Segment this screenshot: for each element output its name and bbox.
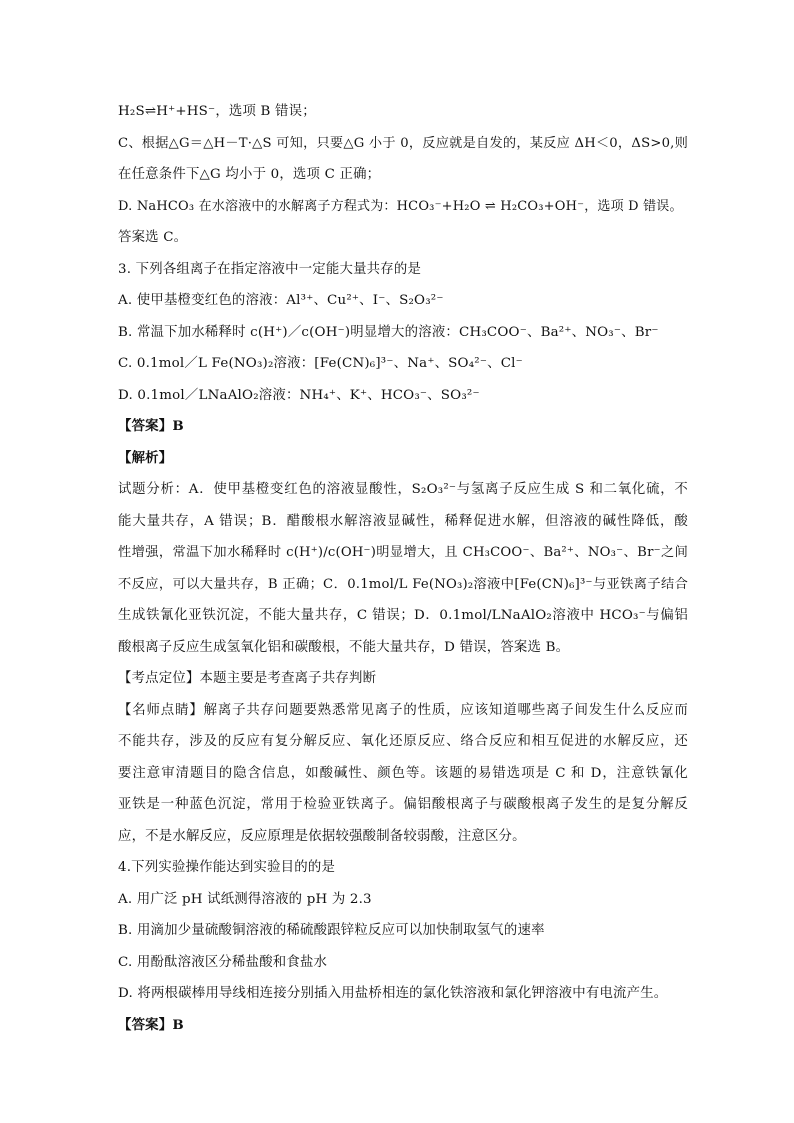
text-line: 应，不是水解反应，反应原理是依据较强酸制备较弱酸，注意区分。 <box>118 828 526 844</box>
question-heading: 3. 下列各组离子在指定溶液中一定能大量共存的是 <box>118 261 422 277</box>
text-line: 酸根离子反应生成氢氧化铝和碳酸根，不能大量共存，D 错误，答案选 B。 <box>118 639 570 655</box>
option-c: C. 用酚酞溶液区分稀盐酸和食盐水 <box>118 954 328 970</box>
knowledge-point: 【考点定位】本题主要是考查离子共存判断 <box>118 671 377 686</box>
text-line: 不能共存，涉及的反应有复分解反应、氧化还原反应、络合反应和相互促进的水解反应，还 <box>118 734 688 749</box>
option-b: B. 常温下加水稀释时 c(H⁺)／c(OH⁻)明显增大的溶液：CH₃COO⁻、Ba²⁺、NO₃⁻、Br⁻ <box>118 324 659 340</box>
question-heading: 4.下列实验操作能达到实验目的的是 <box>118 860 336 875</box>
text-line: 亚铁是一种蓝色沉淀，常用于检验亚铁离子。偏铝酸根离子与碳酸根离子发生的是复分解反 <box>118 797 688 812</box>
text-line: 性增强，常温下加水稀释时 c(H⁺)/c(OH⁻)明显增大，且 CH₃COO⁻、Ba²⁺、NO₃⁻、Br⁻之间 <box>118 545 688 560</box>
text-line: 答案选 C。 <box>118 230 188 245</box>
answer-label: 【答案】B <box>118 1016 184 1033</box>
option-a: A. 用广泛 pH 试纸测得溶液的 pH 为 2.3 <box>118 891 372 907</box>
text-line: 要注意审清题目的隐含信息，如酸碱性、颜色等。该题的易错选项是 C 和 D，注意铁氰化 <box>118 765 688 781</box>
option-d: D. 0.1mol／LNaAlO₂溶液：NH₄⁺、K⁺、HCO₃⁻、SO₃²⁻ <box>118 387 480 403</box>
text-line: 在任意条件下△G 均小于 0，选项 C 正确； <box>118 167 381 182</box>
text-line: 能大量共存，A 错误；B．醋酸根水解溶液显碱性，稀释促进水解，但溶液的碱性降低，酸 <box>118 513 688 529</box>
option-d: D. 将两根碳棒用导线相连接分别插入用盐桥相连的氯化铁溶液和氯化钾溶液中有电流产生。 <box>118 986 668 1001</box>
text-line: D. NaHCO₃ 在水溶液中的水解离子方程式为：HCO₃⁻+H₂O ⇌ H₂CO₃+OH⁻，选项 D 错误。 <box>118 198 683 214</box>
analysis-label: 【解析】 <box>118 449 173 466</box>
answer-label: 【答案】B <box>118 418 184 434</box>
document-page <box>118 96 688 1041</box>
text-line: H₂S⇌H⁺+HS⁻，选项 B 错误； <box>118 104 316 119</box>
option-a: A. 使甲基橙变红色的溶液：Al³⁺、Cu²⁺、I⁻、S₂O₃²⁻ <box>118 293 444 308</box>
option-b: B. 用滴加少量硫酸铜溶液的稀硫酸跟锌粒反应可以加快制取氢气的速率 <box>118 923 545 938</box>
option-c: C. 0.1mol／L Fe(NO₃)₂溶液：[Fe(CN)₆]³⁻、Na⁺、SO₄²⁻、Cl⁻ <box>118 356 523 371</box>
text-line: 不反应，可以大量共存，B 正确；C．0.1mol/L Fe(NO₃)₂溶液中[Fe(CN)₆]³⁻与亚铁离子结合 <box>118 576 688 592</box>
text-line: C、根据△G＝△H－T·△S 可知，只要△G 小于 0，反应就是自发的，某反应 ΔH＜0，ΔS>0,则 <box>118 135 688 151</box>
text-line: 【名师点睛】解离子共存问题要熟悉常见离子的性质，应该知道哪些离子间发生什么反应而 <box>118 702 688 718</box>
text-line: 试题分析：A．使甲基橙变红色的溶液显酸性，S₂O₃²⁻与氢离子反应生成 S 和二氧化硫，不 <box>118 482 688 497</box>
text-line: 生成铁氰化亚铁沉淀，不能大量共存，C 错误；D．0.1mol/LNaAlO₂溶液中 HCO₃⁻与偏铝 <box>118 608 688 623</box>
